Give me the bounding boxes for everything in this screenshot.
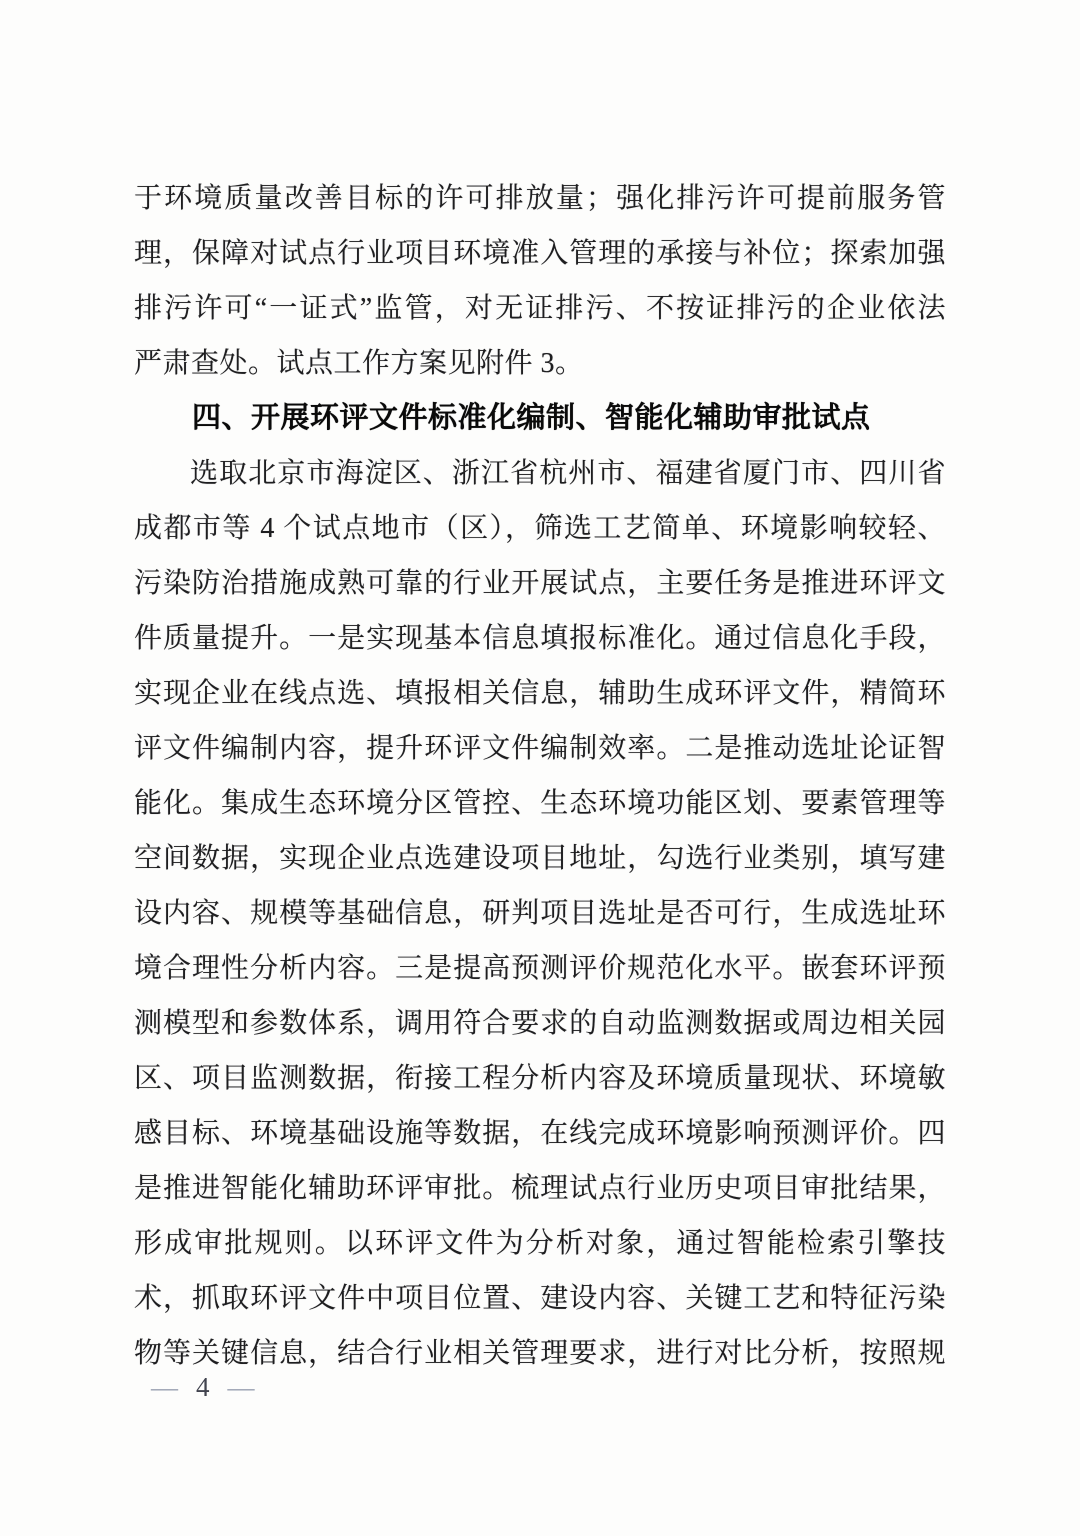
body-line: 设内容、规模等基础信息，研判项目选址是否可行，生成选址环: [134, 898, 946, 929]
page-number-right-dash: —: [227, 1372, 255, 1402]
body-line: 能化。集成生态环境分区管控、生态环境功能区划、要素管理等: [134, 788, 946, 819]
body-line: 空间数据，实现企业点选建设项目地址，勾选行业类别，填写建: [134, 843, 946, 874]
body-line: 理，保障对试点行业项目环境准入管理的承接与补位；探索加强: [134, 238, 946, 269]
body-line-paragraph-start: 选取北京市海淀区、浙江省杭州市、福建省厦门市、四川省: [190, 458, 946, 489]
body-line: 区、项目监测数据，衔接工程分析内容及环境质量现状、环境敏: [134, 1063, 946, 1094]
page-number-left-dash: —: [151, 1372, 178, 1402]
body-line: 污染防治措施成熟可靠的行业开展试点，主要任务是推进环评文: [134, 568, 946, 599]
body-line: 排污许可“一证式”监管，对无证排污、不按证排污的企业依法: [134, 293, 946, 324]
page-number-value: 4: [196, 1372, 210, 1402]
body-line: 于环境质量改善目标的许可排放量；强化排污许可提前服务管: [134, 183, 946, 214]
body-line: 术，抓取环评文件中项目位置、建设内容、关键工艺和特征污染: [134, 1283, 946, 1314]
body-line: 物等关键信息，结合行业相关管理要求，进行对比分析，按照规: [134, 1338, 946, 1369]
body-line: 感目标、环境基础设施等数据，在线完成环境影响预测评价。四: [134, 1118, 946, 1149]
body-line: 形成审批规则。以环评文件为分析对象，通过智能检索引擎技: [134, 1228, 946, 1259]
body-line: 境合理性分析内容。三是提高预测评价规范化水平。嵌套环评预: [134, 953, 946, 984]
body-line: 测模型和参数体系，调用符合要求的自动监测数据或周边相关园: [134, 1008, 946, 1039]
body-line: 评文件编制内容，提升环评文件编制效率。二是推动选址论证智: [134, 733, 946, 764]
body-line: 件质量提升。一是实现基本信息填报标准化。通过信息化手段，: [134, 623, 946, 654]
document-body: [134, 171, 946, 1381]
body-line: 实现企业在线点选、填报相关信息，辅助生成环评文件，精简环: [134, 678, 946, 709]
page-number: [142, 1372, 264, 1402]
body-line: 成都市等 4 个试点地市（区），筛选工艺简单、环境影响较轻、: [134, 513, 946, 544]
body-line: 是推进智能化辅助环评审批。梳理试点行业历史项目审批结果，: [134, 1173, 946, 1204]
section-heading: 四、开展环评文件标准化编制、智能化辅助审批试点: [192, 402, 871, 434]
body-line-paragraph-end: 严肃查处。试点工作方案见附件 3。: [134, 348, 584, 379]
